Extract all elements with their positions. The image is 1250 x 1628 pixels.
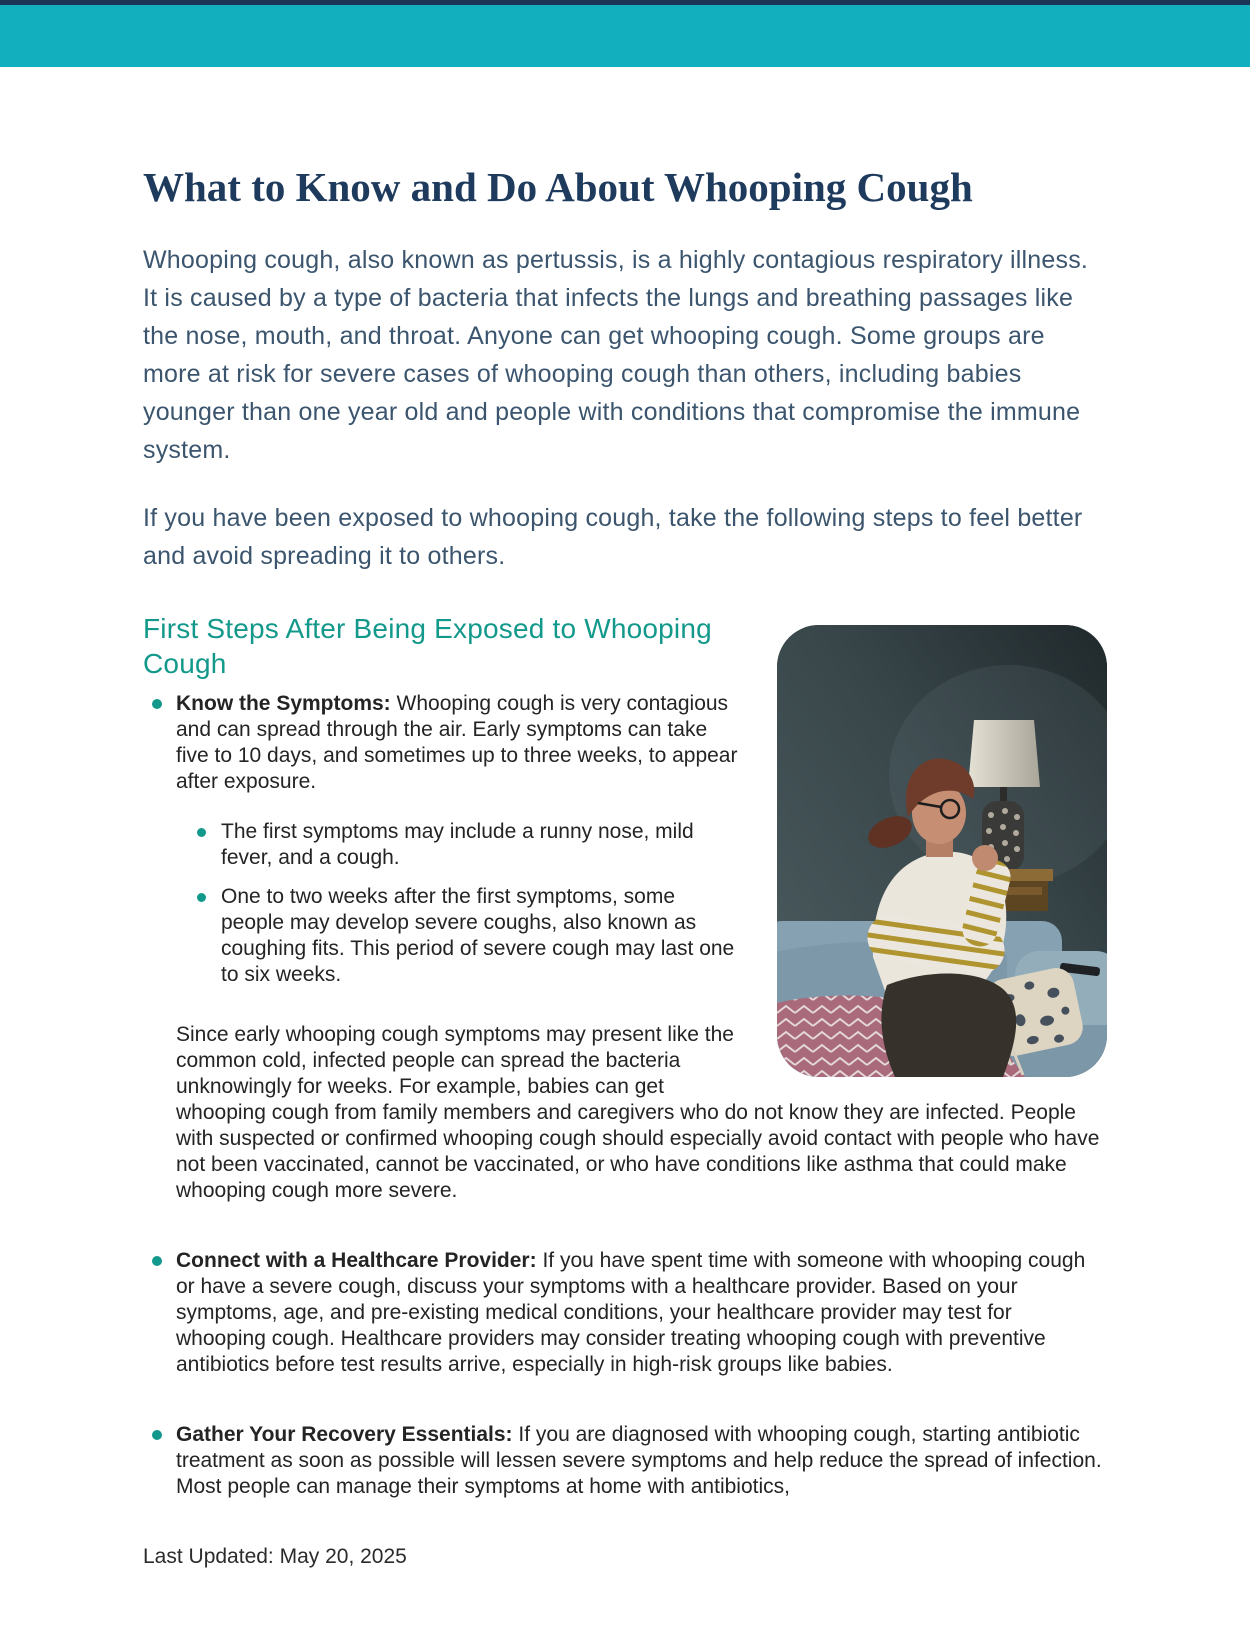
intro-paragraph-1: Whooping cough, also known as pertussis, is a highly contagious respiratory illness. It is caused by a type of bacteria that infects the lungs and breathing passages like the nose, mouth, and throat. Anyone can get whooping cough. Some groups are more at risk for severe cases of whooping cough than others, including babies younger than one year old and people with conditions that compromise the immune system. xyxy=(143,245,1089,464)
bullet-text: If you are diagnosed with whooping cough, starting antibiotic treatment as soon as possible will lessen severe symptoms and help reduce the spread of infection. Most people can manage their symptoms at home with antibiotics, xyxy=(176,1422,1102,1498)
bullet-text: If you have spent time with someone with whooping cough or have a severe cough, discuss your symptoms with a healthcare provider. Based on your symptoms, age, and pre-existing medical conditions, your healthcare provider may test for whooping cough. Healthcare providers may consider treating whooping cough with preventive antibiotics before test results arrive, especially in high-risk groups like babies. xyxy=(176,1248,1086,1376)
section-heading: First Steps After Being Exposed to Whooping Cough xyxy=(143,612,712,679)
first-steps-list xyxy=(143,691,1107,1500)
bullet-label: Connect with a Healthcare Provider: xyxy=(176,1248,537,1272)
first-steps-section xyxy=(143,611,1107,1500)
bullet-text: Whooping cough is very contagious and can spread through the air. Early symptoms can take five to 10 days, and sometimes up to three weeks, to appear after exposure. xyxy=(176,691,738,793)
sub-bullet-text: One to two weeks after the first symptoms, some people may develop severe coughs, also known as coughing fits. This period of severe cough may last one to six weeks. xyxy=(221,884,735,986)
bullet-icon xyxy=(197,828,206,837)
bullet-icon xyxy=(152,1256,162,1266)
page-content xyxy=(143,165,1107,1570)
sub-bullet-text: The first symptoms may include a runny nose, mild fever, and a cough. xyxy=(221,819,694,869)
bullet-label: Gather Your Recovery Essentials: xyxy=(176,1422,513,1446)
list-item-connect-healthcare-provider xyxy=(143,1248,1107,1378)
teal-header-band xyxy=(0,5,1250,67)
bullet-icon xyxy=(152,1430,162,1440)
list-item-gather-recovery-essentials xyxy=(143,1422,1107,1500)
last-updated-text: Last Updated: May 20, 2025 xyxy=(143,1544,407,1568)
symptoms-continuation-paragraph: Since early whooping cough symptoms may present like the common cold, infected people can spread the bacteria unknowingly for weeks. For example, babies can get whooping cough from family members and caregivers who do not know they are infected. People with suspected or confirmed whooping cough should especially avoid contact with people who have not been vaccinated, cannot be vaccinated, or who have conditions like asthma that could make whooping cough more severe. xyxy=(176,1022,1100,1202)
symptoms-sublist xyxy=(176,819,1107,988)
list-item-severe-coughs xyxy=(176,884,1107,988)
bullet-icon xyxy=(197,893,206,902)
bullet-label: Know the Symptoms: xyxy=(176,691,391,715)
list-item-first-symptoms xyxy=(176,819,1107,871)
list-item-know-the-symptoms xyxy=(143,691,1107,1204)
bullet-icon xyxy=(152,699,162,709)
intro-paragraph-2: If you have been exposed to whooping cough, take the following steps to feel better and avoid spreading it to others. xyxy=(143,503,1083,570)
page-title: What to Know and Do About Whooping Cough xyxy=(143,164,973,210)
